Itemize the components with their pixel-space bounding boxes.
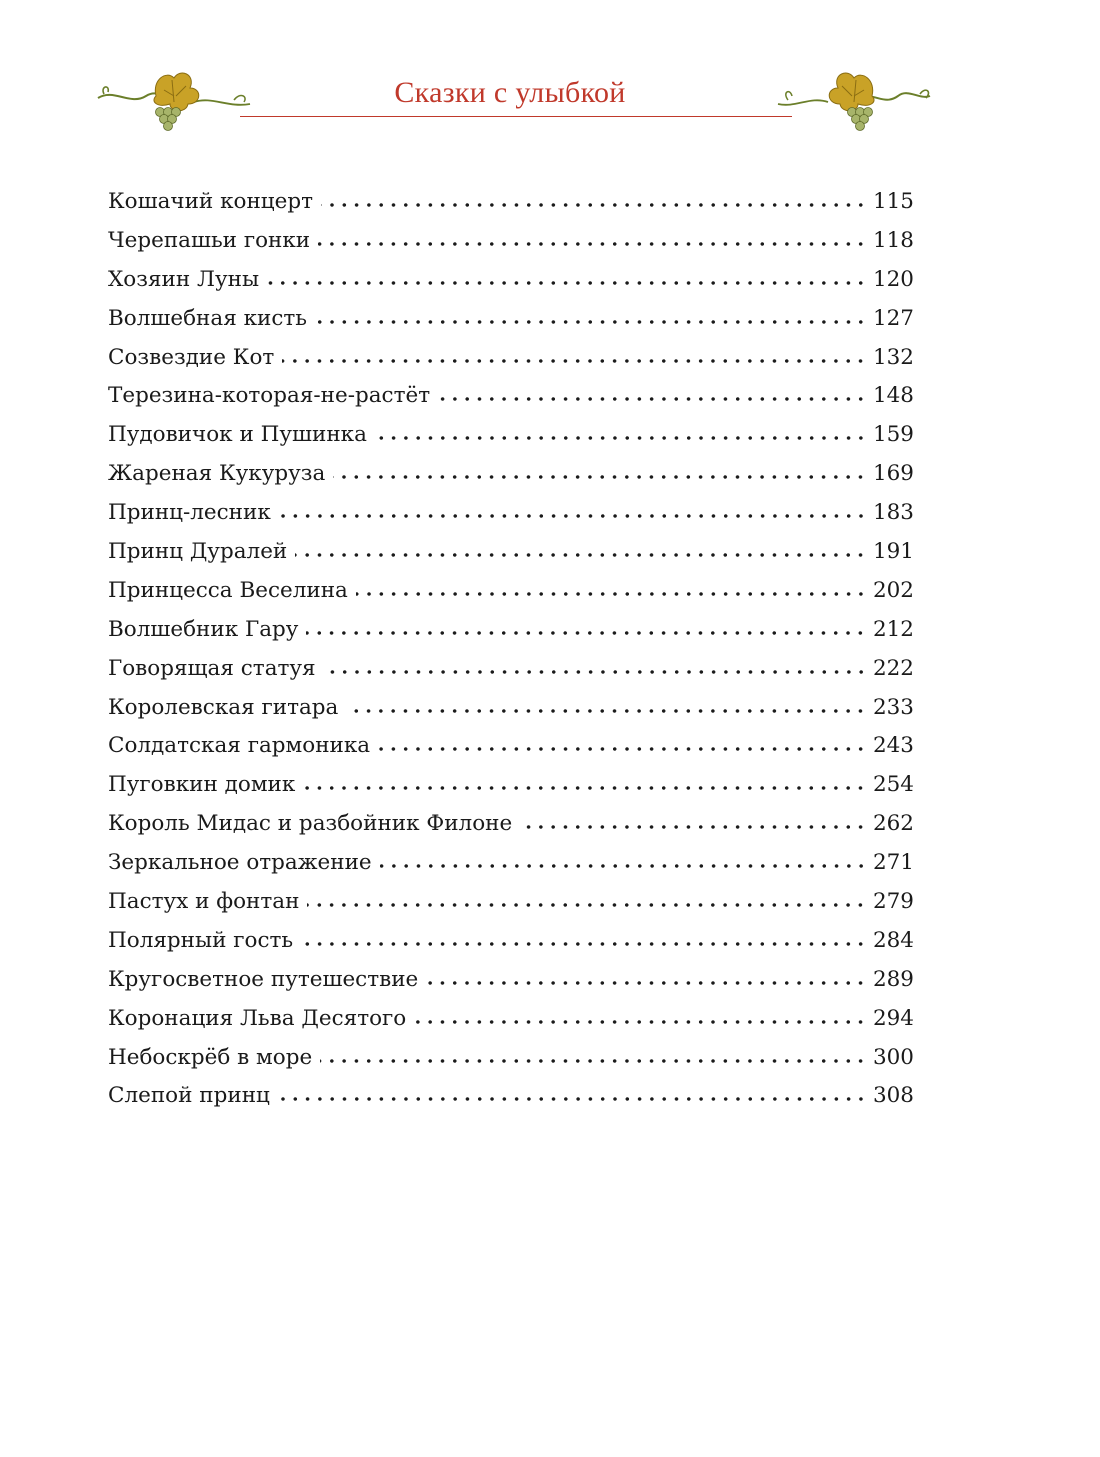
toc-entry-page-number: 300 (872, 1044, 914, 1070)
toc-entry-title: Король Мидас и разбойник Филоне (108, 811, 513, 837)
toc-entry[interactable] (108, 188, 914, 227)
toc-entry-title: Созвездие Кот (108, 344, 275, 370)
toc-entry[interactable] (108, 227, 914, 266)
toc-entry-title: Коронация Льва Десятого (108, 1005, 407, 1031)
toc-entry[interactable] (108, 538, 914, 577)
toc-entry-title: Пудовичок и Пушинка (108, 422, 367, 448)
toc-entry-title: Кругосветное путешествие (108, 966, 419, 992)
toc-entry-title: Принцесса Веселина (108, 577, 348, 603)
toc-entry-page-number: 294 (872, 1005, 914, 1031)
toc-entry-title: Слепой принц (108, 1083, 270, 1109)
toc-entry[interactable] (108, 888, 914, 927)
toc-entry-title: Королевская гитара (108, 694, 339, 720)
dot-leader (321, 188, 867, 208)
toc-entry[interactable] (108, 694, 914, 733)
vine-ornament-icon (774, 66, 934, 136)
toc-entry[interactable] (108, 927, 914, 966)
toc-entry[interactable] (108, 616, 914, 655)
page-title: Сказки с улыбкой (394, 76, 626, 109)
toc-entry[interactable] (108, 421, 914, 460)
toc-entry[interactable] (108, 810, 914, 849)
dot-leader (378, 732, 867, 752)
dot-leader (279, 499, 867, 519)
toc-entry[interactable] (108, 1044, 914, 1083)
dot-leader (318, 227, 867, 247)
toc-entry[interactable] (108, 849, 914, 888)
header-divider (240, 116, 792, 117)
dot-leader (324, 655, 867, 675)
toc-entry[interactable] (108, 344, 914, 383)
dot-leader (301, 927, 867, 947)
toc-entry[interactable] (108, 732, 914, 771)
toc-entry-page-number: 183 (872, 500, 914, 526)
toc-entry[interactable] (108, 499, 914, 538)
dot-leader (375, 421, 867, 441)
toc-entry[interactable] (108, 771, 914, 810)
dot-leader (267, 266, 867, 286)
toc-entry-page-number: 159 (872, 422, 914, 448)
toc-entry[interactable] (108, 1082, 914, 1121)
dot-leader (307, 888, 867, 908)
toc-entry-page-number: 148 (872, 383, 914, 409)
toc-entry-title: Солдатская гармоника (108, 733, 371, 759)
toc-entry-page-number: 271 (872, 850, 914, 876)
dot-leader (380, 849, 867, 869)
dot-leader (278, 1082, 867, 1102)
toc-entry-page-number: 254 (872, 772, 914, 798)
toc-entry-page-number: 289 (872, 966, 914, 992)
dot-leader (295, 538, 867, 558)
toc-entry-page-number: 120 (872, 266, 914, 292)
toc-entry-page-number: 262 (872, 811, 914, 837)
toc-entry-title: Пастух и фонтан (108, 889, 300, 915)
toc-entry[interactable] (108, 382, 914, 421)
toc-entry[interactable] (108, 460, 914, 499)
toc-entry-page-number: 308 (872, 1083, 914, 1109)
toc-entry-title: Жареная Кукуруза (108, 461, 326, 487)
toc-entry-page-number: 132 (872, 344, 914, 370)
dot-leader (426, 966, 867, 986)
dot-leader (356, 577, 867, 597)
toc-entry-page-number: 127 (872, 305, 914, 331)
vine-ornament-icon (94, 66, 254, 136)
toc-entry-title: Пуговкин домик (108, 772, 296, 798)
toc-entry-page-number: 118 (872, 227, 914, 253)
toc-entry-title: Волшебная кисть (108, 305, 308, 331)
toc-entry-page-number: 233 (872, 694, 914, 720)
toc-entry-page-number: 284 (872, 927, 914, 953)
toc-entry-title: Зеркальное отражение (108, 850, 372, 876)
toc-entry-title: Волшебник Гару (108, 616, 299, 642)
toc-entry-page-number: 279 (872, 889, 914, 915)
table-of-contents (108, 188, 914, 1121)
dot-leader (414, 1005, 867, 1025)
dot-leader (333, 460, 867, 480)
toc-entry[interactable] (108, 266, 914, 305)
dot-leader (282, 344, 867, 364)
toc-entry[interactable] (108, 577, 914, 616)
toc-entry-title: Терезина-которая-не-растёт (108, 383, 431, 409)
toc-entry-title: Принц-лесник (108, 500, 271, 526)
dot-leader (346, 694, 867, 714)
toc-entry-page-number: 191 (872, 539, 914, 565)
toc-entry-page-number: 115 (872, 189, 914, 214)
dot-leader (315, 305, 867, 325)
toc-entry-title: Черепашьи гонки (108, 227, 311, 253)
dot-leader (306, 616, 866, 636)
toc-entry-page-number: 243 (872, 733, 914, 759)
dot-leader (438, 382, 867, 402)
toc-entry-title: Хозяин Луны (108, 266, 260, 292)
toc-entry-page-number: 212 (872, 616, 914, 642)
toc-entry-title: Говорящая статуя (108, 655, 316, 681)
page-header (0, 0, 1100, 140)
dot-leader (520, 810, 867, 830)
toc-entry[interactable] (108, 655, 914, 694)
toc-entry[interactable] (108, 1005, 914, 1044)
toc-entry[interactable] (108, 966, 914, 1005)
toc-entry-title: Небоскрёб в море (108, 1044, 313, 1070)
toc-entry-page-number: 222 (872, 655, 914, 681)
toc-entry-title: Полярный гость (108, 927, 294, 953)
toc-entry-page-number: 202 (872, 577, 914, 603)
dot-leader (320, 1044, 867, 1064)
dot-leader (303, 771, 867, 791)
toc-entry[interactable] (108, 305, 914, 344)
toc-entry-page-number: 169 (872, 461, 914, 487)
toc-entry-title: Принц Дуралей (108, 539, 288, 565)
toc-entry-title: Кошачий концерт (108, 189, 314, 214)
